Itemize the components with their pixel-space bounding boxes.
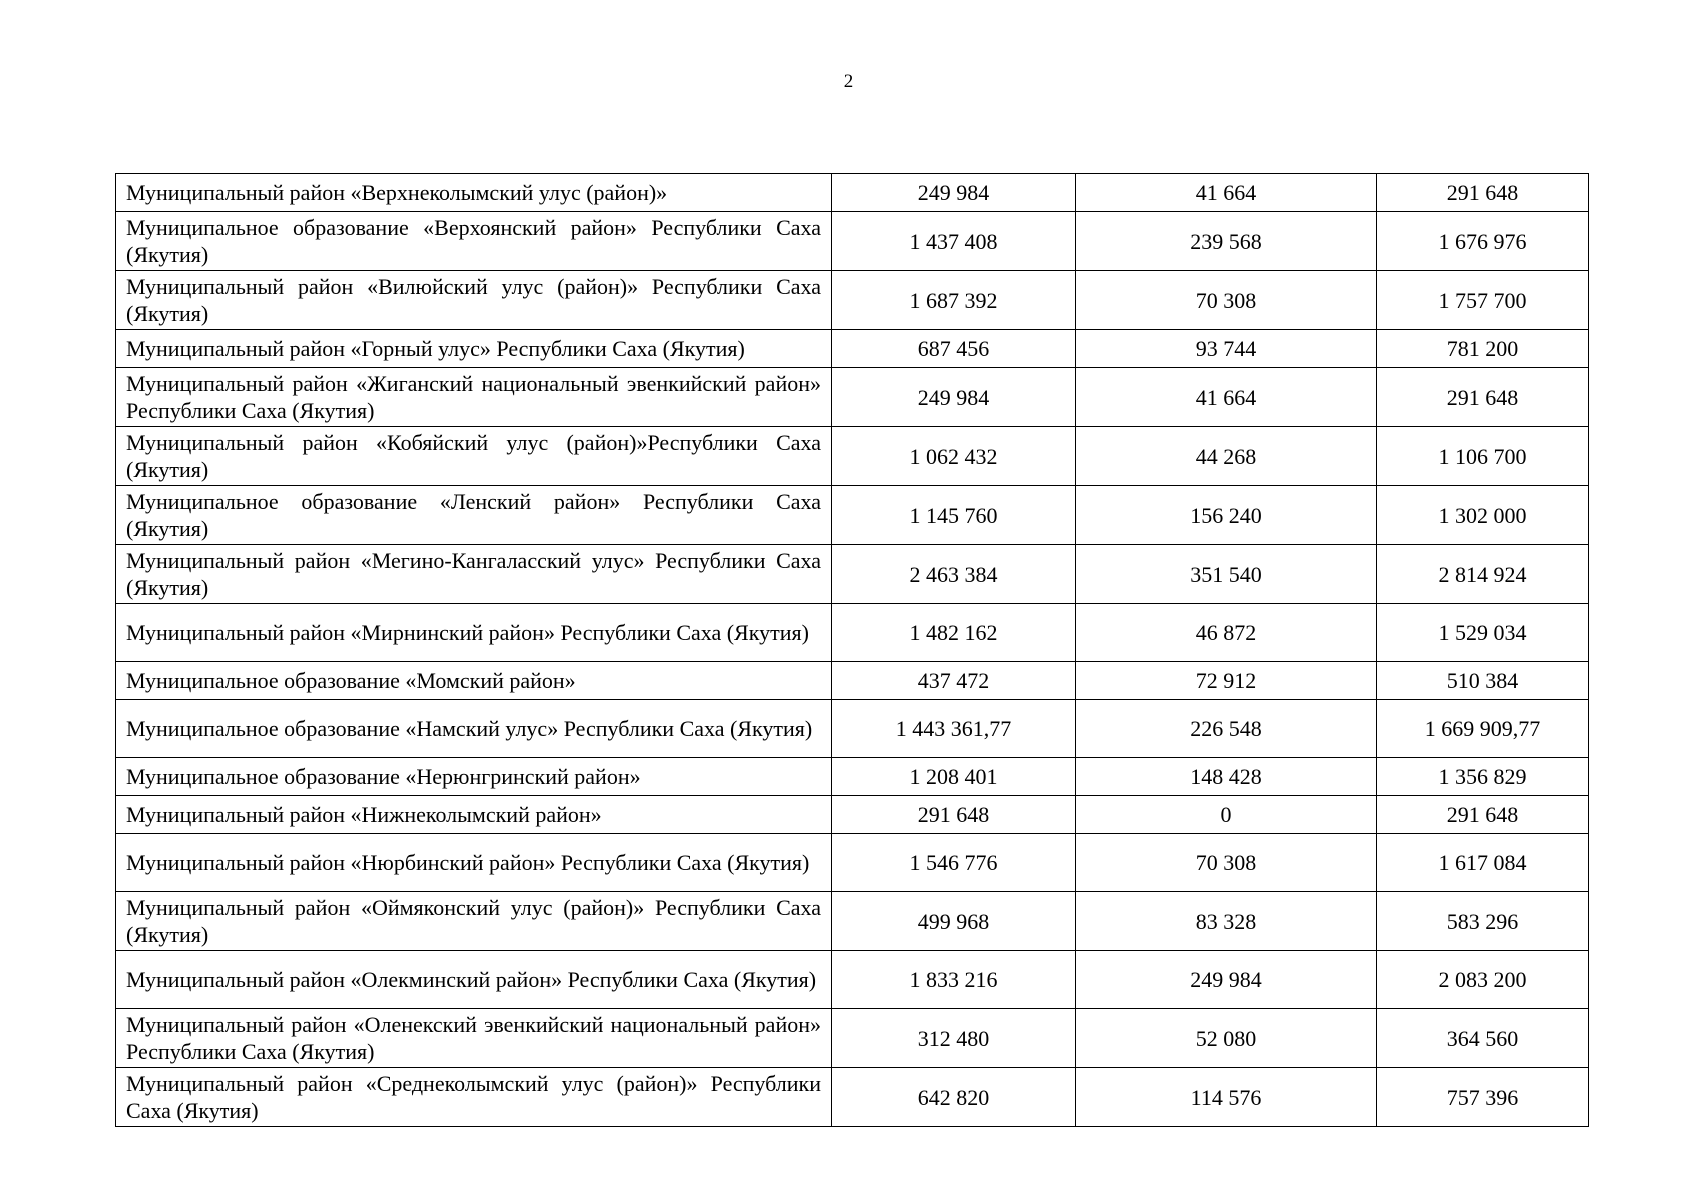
amount-cell-3: 2 083 200 [1377, 951, 1589, 1009]
table-row [116, 834, 1589, 892]
amount-cell-2: 114 576 [1076, 1068, 1377, 1127]
table-row [116, 271, 1589, 330]
municipality-name-cell: Муниципальный район «Горный улус» Республики Саха (Якутия) [116, 330, 832, 368]
amount-cell-3: 1 669 909,77 [1377, 700, 1589, 758]
amount-cell-2: 83 328 [1076, 892, 1377, 951]
amount-cell-1: 687 456 [832, 330, 1076, 368]
amount-cell-1: 642 820 [832, 1068, 1076, 1127]
amount-cell-2: 239 568 [1076, 212, 1377, 271]
table-row [116, 758, 1589, 796]
municipality-name-cell: Муниципальный район «Кобяйский улус (район)»Республики Саха (Якутия) [116, 427, 832, 486]
amount-cell-3: 291 648 [1377, 368, 1589, 427]
amount-cell-1: 1 062 432 [832, 427, 1076, 486]
amount-cell-2: 0 [1076, 796, 1377, 834]
amount-cell-2: 41 664 [1076, 368, 1377, 427]
amount-cell-3: 510 384 [1377, 662, 1589, 700]
table-row [116, 662, 1589, 700]
amount-cell-2: 226 548 [1076, 700, 1377, 758]
table-row [116, 330, 1589, 368]
municipality-name-cell: Муниципальное образование «Намский улус» Республики Саха (Якутия) [116, 700, 832, 758]
municipality-name-cell: Муниципальный район «Жиганский национальный эвенкийский район» Республики Саха (Якутия) [116, 368, 832, 427]
table-row [116, 427, 1589, 486]
amount-cell-1: 1 208 401 [832, 758, 1076, 796]
municipality-name-cell: Муниципальный район «Оймяконский улус (район)» Республики Саха (Якутия) [116, 892, 832, 951]
municipality-name-cell: Муниципальный район «Нижнеколымский район» [116, 796, 832, 834]
table-row [116, 368, 1589, 427]
amount-cell-1: 1 482 162 [832, 604, 1076, 662]
municipality-name-cell: Муниципальный район «Вилюйский улус (район)» Республики Саха (Якутия) [116, 271, 832, 330]
municipality-name-cell: Муниципальное образование «Момский район» [116, 662, 832, 700]
amount-cell-1: 1 546 776 [832, 834, 1076, 892]
amount-cell-2: 41 664 [1076, 174, 1377, 212]
municipality-name-cell: Муниципальное образование «Нерюнгринский район» [116, 758, 832, 796]
table-row [116, 486, 1589, 545]
amount-cell-2: 93 744 [1076, 330, 1377, 368]
amount-cell-1: 499 968 [832, 892, 1076, 951]
municipality-name-cell: Муниципальный район «Оленекский эвенкийский национальный район» Республики Саха (Якутия) [116, 1009, 832, 1068]
amount-cell-1: 249 984 [832, 368, 1076, 427]
amount-cell-3: 1 356 829 [1377, 758, 1589, 796]
table-row [116, 1068, 1589, 1127]
table-row [116, 951, 1589, 1009]
amount-cell-3: 1 529 034 [1377, 604, 1589, 662]
amount-cell-1: 249 984 [832, 174, 1076, 212]
amount-cell-1: 2 463 384 [832, 545, 1076, 604]
municipality-name-cell: Муниципальный район «Олекминский район» Республики Саха (Якутия) [116, 951, 832, 1009]
amount-cell-1: 1 833 216 [832, 951, 1076, 1009]
municipality-name-cell: Муниципальное образование «Верхоянский район» Республики Саха (Якутия) [116, 212, 832, 271]
amount-cell-2: 70 308 [1076, 271, 1377, 330]
amount-cell-3: 1 106 700 [1377, 427, 1589, 486]
amount-cell-3: 1 617 084 [1377, 834, 1589, 892]
amount-cell-3: 291 648 [1377, 796, 1589, 834]
amount-cell-2: 46 872 [1076, 604, 1377, 662]
amount-cell-3: 364 560 [1377, 1009, 1589, 1068]
page-number: 2 [843, 71, 854, 92]
amount-cell-2: 249 984 [1076, 951, 1377, 1009]
table-row [116, 892, 1589, 951]
amount-cell-1: 1 437 408 [832, 212, 1076, 271]
amount-cell-3: 1 757 700 [1377, 271, 1589, 330]
table-row [116, 604, 1589, 662]
amount-cell-3: 781 200 [1377, 330, 1589, 368]
amount-cell-2: 148 428 [1076, 758, 1377, 796]
amount-cell-3: 2 814 924 [1377, 545, 1589, 604]
table-row [116, 1009, 1589, 1068]
amount-cell-1: 1 443 361,77 [832, 700, 1076, 758]
table-row [116, 700, 1589, 758]
amount-cell-2: 44 268 [1076, 427, 1377, 486]
amount-cell-1: 1 687 392 [832, 271, 1076, 330]
table-row [116, 796, 1589, 834]
table-row [116, 212, 1589, 271]
amount-cell-1: 312 480 [832, 1009, 1076, 1068]
amount-cell-3: 1 302 000 [1377, 486, 1589, 545]
municipality-name-cell: Муниципальный район «Среднеколымский улус (район)» Республики Саха (Якутия) [116, 1068, 832, 1127]
amount-cell-3: 291 648 [1377, 174, 1589, 212]
amount-cell-3: 757 396 [1377, 1068, 1589, 1127]
municipality-name-cell: Муниципальный район «Мирнинский район» Республики Саха (Якутия) [116, 604, 832, 662]
amount-cell-1: 291 648 [832, 796, 1076, 834]
amount-cell-2: 156 240 [1076, 486, 1377, 545]
amount-cell-2: 351 540 [1076, 545, 1377, 604]
allocation-table [115, 173, 1589, 1127]
amount-cell-1: 1 145 760 [832, 486, 1076, 545]
municipality-name-cell: Муниципальный район «Нюрбинский район» Республики Саха (Якутия) [116, 834, 832, 892]
table-row [116, 174, 1589, 212]
amount-cell-3: 583 296 [1377, 892, 1589, 951]
amount-cell-2: 72 912 [1076, 662, 1377, 700]
municipality-name-cell: Муниципальное образование «Ленский район» Республики Саха (Якутия) [116, 486, 832, 545]
amount-cell-3: 1 676 976 [1377, 212, 1589, 271]
amount-cell-2: 70 308 [1076, 834, 1377, 892]
table-body [116, 174, 1589, 1127]
municipality-name-cell: Муниципальный район «Мегино-Кангаласский улус» Республики Саха (Якутия) [116, 545, 832, 604]
amount-cell-2: 52 080 [1076, 1009, 1377, 1068]
amount-cell-1: 437 472 [832, 662, 1076, 700]
table-row [116, 545, 1589, 604]
municipality-name-cell: Муниципальный район «Верхнеколымский улус (район)» [116, 174, 832, 212]
